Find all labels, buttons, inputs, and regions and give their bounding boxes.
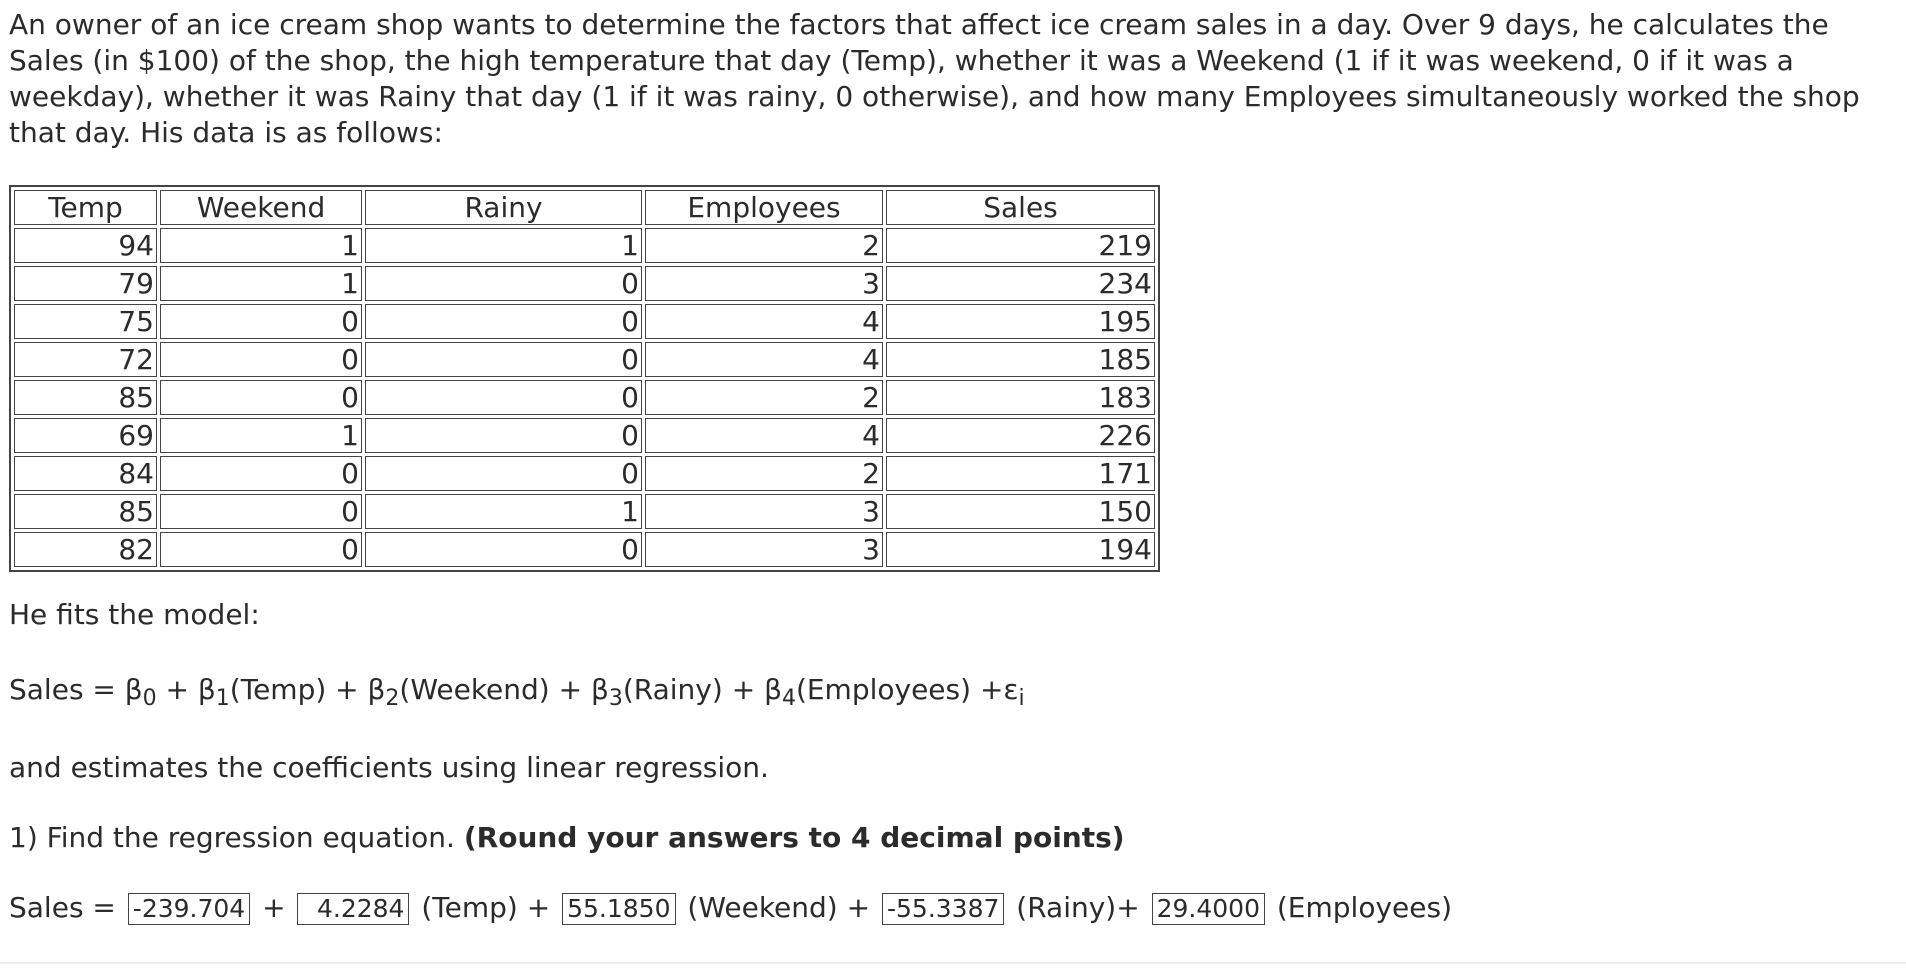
answer-prefix: Sales =	[9, 891, 125, 924]
answer-equation	[9, 890, 1452, 926]
header-temp: Temp	[14, 190, 157, 225]
cell-sales: 219	[886, 228, 1155, 263]
cell-temp: 79	[14, 266, 157, 301]
subscript-2: 2	[385, 686, 400, 711]
table-row	[14, 380, 1155, 415]
cell-rainy: 0	[365, 418, 642, 453]
cell-temp: 85	[14, 380, 157, 415]
model-part: (Temp) + β	[229, 673, 386, 706]
cell-sales: 185	[886, 342, 1155, 377]
cell-temp: 85	[14, 494, 157, 529]
cell-rainy: 0	[365, 304, 642, 339]
cell-weekend: 0	[160, 342, 362, 377]
table-row	[14, 494, 1155, 529]
table-row	[14, 418, 1155, 453]
header-rainy: Rainy	[365, 190, 642, 225]
model-intro: He fits the model:	[9, 598, 260, 631]
header-sales: Sales	[886, 190, 1155, 225]
estimates-text: and estimates the coefficients using linear regression.	[9, 751, 769, 784]
answer-part: (Weekend) +	[678, 891, 879, 924]
cell-weekend: 1	[160, 266, 362, 301]
cell-rainy: 1	[365, 494, 642, 529]
cell-rainy: 0	[365, 532, 642, 567]
cell-sales: 183	[886, 380, 1155, 415]
beta0-answer-field[interactable]: -239.704	[128, 893, 250, 925]
cell-employees: 4	[645, 418, 883, 453]
answer-part: +	[253, 891, 295, 924]
cell-rainy: 0	[365, 456, 642, 491]
cell-temp: 75	[14, 304, 157, 339]
cell-employees: 4	[645, 304, 883, 339]
table-row	[14, 304, 1155, 339]
cell-weekend: 1	[160, 228, 362, 263]
beta4-answer-field[interactable]: 29.4000	[1152, 893, 1265, 925]
table-header-row	[14, 190, 1155, 225]
cell-employees: 3	[645, 266, 883, 301]
cell-temp: 72	[14, 342, 157, 377]
cell-weekend: 0	[160, 456, 362, 491]
data-table	[9, 185, 1160, 572]
subscript-3: 3	[608, 686, 623, 711]
cell-sales: 234	[886, 266, 1155, 301]
cell-employees: 3	[645, 494, 883, 529]
cell-weekend: 0	[160, 304, 362, 339]
table-row	[14, 532, 1155, 567]
subscript-0: 0	[142, 686, 157, 711]
table-body	[14, 228, 1155, 567]
model-part: (Employees) +ε	[795, 673, 1019, 706]
subscript-4: 4	[781, 686, 796, 711]
cell-temp: 94	[14, 228, 157, 263]
model-part: + β	[156, 673, 216, 706]
model-equation	[9, 672, 1025, 711]
cell-weekend: 1	[160, 418, 362, 453]
cell-rainy: 1	[365, 228, 642, 263]
table-row	[14, 228, 1155, 263]
cell-weekend: 0	[160, 380, 362, 415]
cell-rainy: 0	[365, 266, 642, 301]
header-weekend: Weekend	[160, 190, 362, 225]
beta1-answer-field[interactable]: 4.2284	[297, 893, 409, 925]
cell-sales: 171	[886, 456, 1155, 491]
subscript-1: 1	[215, 686, 230, 711]
cell-temp: 69	[14, 418, 157, 453]
cell-sales: 195	[886, 304, 1155, 339]
subscript-i: i	[1018, 686, 1025, 711]
problem-intro: An owner of an ice cream shop wants to determine the factors that affect ice cream sales in a day. Over 9 days, he calculates the Sales (in $100) of the shop, the high temperature that day (Temp), whether it was a Weekend (1 if it was weekend, 0 if it was a weekday), whether it was Rainy that day (1 if it was rainy, 0 otherwise), and how many Employees simultaneously worked the shop that day. His data is as follows:	[9, 8, 1860, 149]
question-1	[9, 820, 1125, 856]
cell-weekend: 0	[160, 494, 362, 529]
cell-employees: 2	[645, 380, 883, 415]
bottom-divider	[0, 962, 1906, 964]
question-text: 1) Find the regression equation.	[9, 821, 464, 854]
cell-temp: 82	[14, 532, 157, 567]
table-row	[14, 342, 1155, 377]
answer-part: (Employees)	[1267, 891, 1452, 924]
cell-rainy: 0	[365, 380, 642, 415]
model-part: (Rainy) + β	[622, 673, 782, 706]
table-row	[14, 266, 1155, 301]
table-row	[14, 456, 1155, 491]
model-part: Sales = β	[9, 673, 143, 706]
cell-temp: 84	[14, 456, 157, 491]
beta2-answer-field[interactable]: 55.1850	[562, 893, 675, 925]
cell-sales: 194	[886, 532, 1155, 567]
cell-employees: 2	[645, 456, 883, 491]
beta3-answer-field[interactable]: -55.3387	[882, 893, 1004, 925]
cell-sales: 226	[886, 418, 1155, 453]
cell-employees: 2	[645, 228, 883, 263]
answer-part: (Temp) +	[412, 891, 560, 924]
model-part: (Weekend) + β	[399, 673, 609, 706]
header-employees: Employees	[645, 190, 883, 225]
cell-sales: 150	[886, 494, 1155, 529]
cell-employees: 4	[645, 342, 883, 377]
answer-part: (Rainy)+	[1007, 891, 1149, 924]
cell-rainy: 0	[365, 342, 642, 377]
cell-weekend: 0	[160, 532, 362, 567]
question-instruction: (Round your answers to 4 decimal points)	[463, 821, 1125, 854]
cell-employees: 3	[645, 532, 883, 567]
